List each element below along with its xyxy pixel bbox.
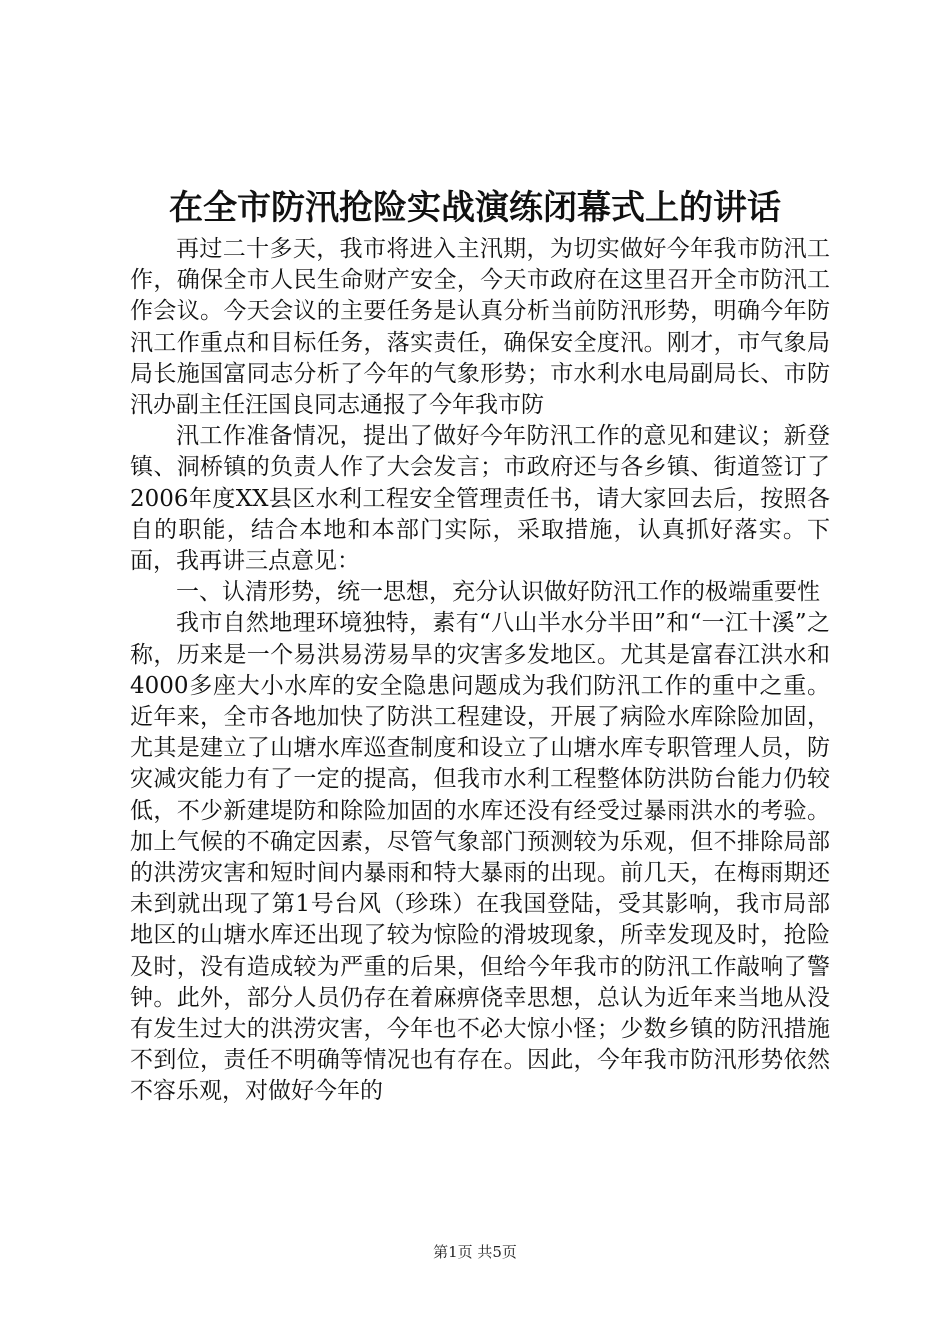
page-number-footer: 第1页 共5页 [433,1243,517,1261]
section-heading: 一、认清形势，统一思想，充分认识做好防汛工作的极端重要性 [176,579,820,606]
paragraph: 我市自然地理环境独特，素有“八山半水分半田”和“一江十溪”之称，历来是一个易洪易涝易旱的灾害多发地区。尤其是富春江洪水和4000多座大小水库的安全隐患问题成为我们防汛工作的重中之重。近年来，全市各地加快了防洪工程建设，开展了病险水库除险加固，尤其是建立了山塘水库巡查制度和设立了山塘水库专职管理人员，防灾减灾能力有了一定的提高，但我市水利工程整体防洪防台能力仍较低，不少新建堤防和除险加固的水库还没有经受过暴雨洪水的考验。加上气候的不确定因素，尽管气象部门预测较为乐观，但不排除局部的洪涝灾害和短时间内暴雨和特大暴雨的出现。前几天，在梅雨期还未到就出现了第1号台风（珍珠）在我国登陆，受其影响，我市局部地区的山塘水库还出现了较为惊险的滑坡现象，所幸发现及时，抢险及时，没有造成较为严重的后果，但给今年我市的防汛工作敲响了警钟。此外，部分人员仍存在着麻痹侥幸思想，总认为近年来当地从没有发生过大的洪涝灾害，今年也不必大惊小怪；少数乡镇的防汛措施不到位，责任不明确等情况也有存在。因此，今年我市防汛形势依然不容乐观，对做好今年的 [130,610,830,1105]
document-body [130,234,830,1108]
paragraph: 再过二十多天，我市将进入主汛期，为切实做好今年我市防汛工作，确保全市人民生命财产安全，今天市政府在这里召开全市防汛工作会议。今天会议的主要任务是认真分析当前防汛形势，明确今年防汛工作重点和目标任务，落实责任，确保安全度汛。刚才，市气象局局长施国富同志分析了今年的气象形势；市水利水电局副局长、市防汛办副主任汪国良同志通报了今年我市防 [130,236,830,419]
document-title: 在全市防汛抢险实战演练闭幕式上的讲话 [169,188,781,228]
paragraph: 汛工作准备情况，提出了做好今年防汛工作的意见和建议；新登镇、洞桥镇的负责人作了大会发言；市政府还与各乡镇、街道签订了2006年度XX县区水利工程安全管理责任书，请大家回去后，按照各自的职能，结合本地和本部门实际，采取措施，认真抓好落实。下面，我再讲三点意见： [130,423,830,575]
